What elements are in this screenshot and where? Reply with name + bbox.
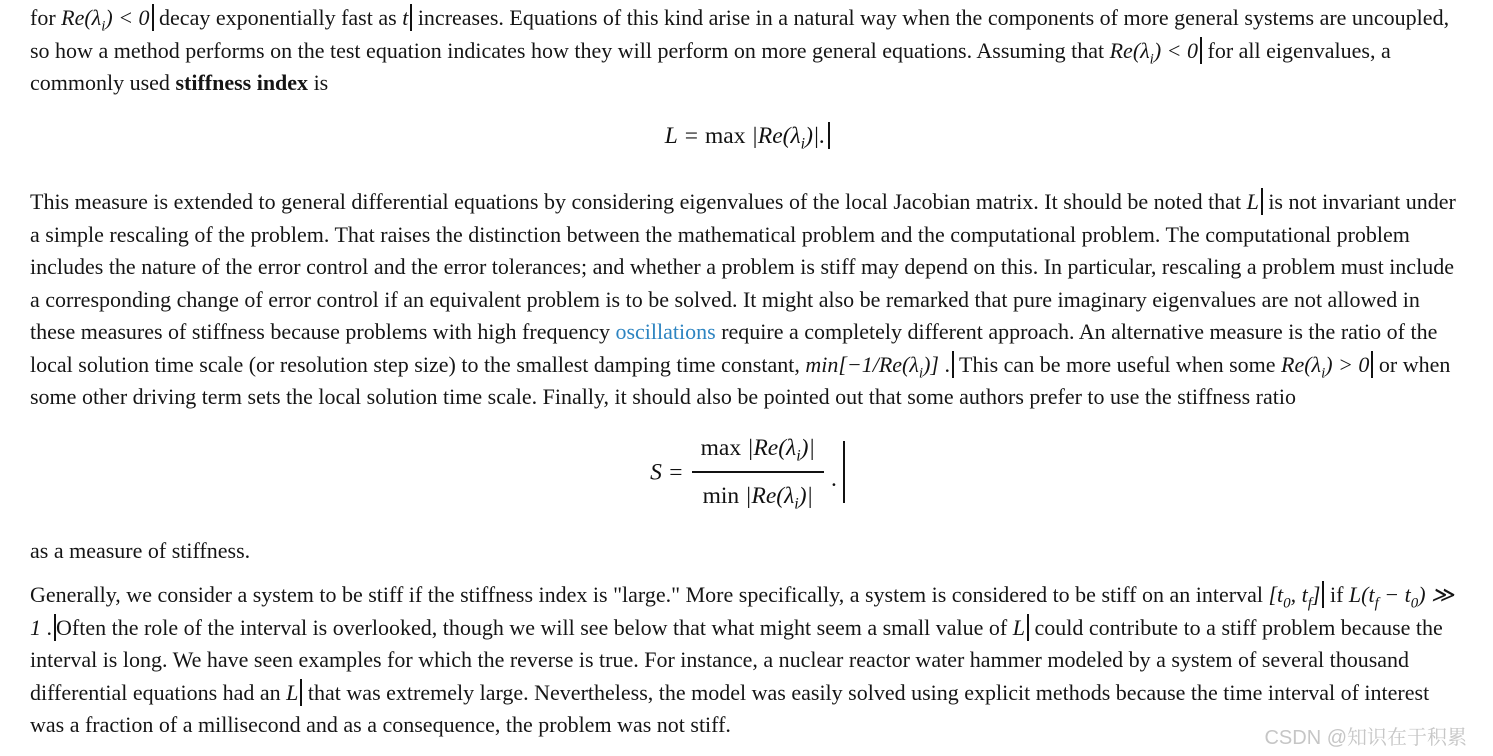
paragraph-as-a-measure bbox=[30, 535, 1465, 568]
text-run: This measure is extended to general differential equations by considering eigenvalues of the local Jacobian matrix. It should be noted that bbox=[30, 189, 1247, 214]
bold-term: stiffness index bbox=[175, 70, 309, 95]
link-oscillations[interactable]: oscillations bbox=[615, 319, 716, 344]
text-run: . bbox=[41, 614, 52, 640]
paragraph-generally-stiff bbox=[30, 579, 1465, 742]
equation-stiffness-ratio bbox=[30, 430, 1465, 515]
text-run: for all eigenvalues, a commonly used bbox=[30, 37, 1391, 95]
text-run: is bbox=[308, 70, 329, 95]
equation-trailing-period: . bbox=[830, 466, 837, 493]
text-run: Generally, we consider a system to be stiff if the stiffness index is "large." More specifically, a system is considered to be stiff on an interval bbox=[30, 582, 1269, 607]
cursor-bar bbox=[843, 441, 845, 503]
text-run: is not invariant under a simple rescaling of the problem. That raises the distinction between the mathematical problem and the computational problem. The computational problem includes the nature of the error control and the error tolerances; and whether a problem is stiff may depend on this. In particular, rescaling a problem must include a corresponding change of error control if an equivalent problem is to be solved. It might also be remarked that pure imaginary eigenvalues are not allowed in these measures of stiffness because problems with high frequency bbox=[30, 189, 1456, 344]
text-run: as a measure of stiffness. bbox=[30, 537, 251, 563]
paragraph-intro bbox=[30, 2, 1465, 100]
equation-stiffness-index bbox=[30, 120, 1465, 153]
inline-math: $Re(\lambda_i) < 0$ bbox=[61, 5, 150, 35]
text-run: require a completely different approach. An alternative measure is the ratio of the local solution time scale (or resolution step size) to the smallest damping time constant, bbox=[30, 319, 1438, 377]
text-run: decay exponentially fast as bbox=[153, 5, 403, 30]
fraction-numerator: $\max |Re(\lambda_i)|$ bbox=[692, 430, 824, 474]
cursor-bar bbox=[828, 122, 830, 149]
text-run: for bbox=[30, 5, 62, 30]
inline-math: $\min[-1/Re(\lambda_i)]$ bbox=[805, 351, 939, 381]
inline-math: $Re(\lambda_i) > 0$ bbox=[1281, 351, 1370, 381]
text-run: could contribute to a stiff problem because the interval is long. We have seen examples for which the reverse is true. For instance, a nuclear reactor water hammer modeled by a system of several thousand differential equations had an bbox=[30, 614, 1443, 705]
inline-math: t bbox=[402, 5, 409, 30]
csdn-watermark: CSDN @知识在于积累 bbox=[1264, 727, 1467, 749]
text-run: or when some other driving term sets the local solution time scale. Finally, it should also be pointed out that some authors prefer to use the stiffness ratio bbox=[30, 351, 1451, 409]
text-run: if bbox=[1324, 582, 1349, 607]
fraction-denominator: $\min |Re(\lambda_i)|$ bbox=[702, 483, 814, 513]
text-run: Often the role of the interval is overlooked, though we will see below that what might seem a small value of bbox=[56, 614, 1013, 640]
equation-stiffness-index-formula: $L = \max |Re(\lambda_i)|$. bbox=[664, 122, 826, 153]
text-run: increases. Equations of this kind arise in a natural way when the components of more general systems are uncoupled, so how a method performs on the test equation indicates how they will perform on more general equations. Assuming that bbox=[30, 5, 1450, 63]
text-run: This can be more useful when some bbox=[953, 351, 1282, 377]
inline-math: L bbox=[286, 679, 299, 705]
inline-math: L bbox=[1012, 614, 1025, 640]
inline-math: $L(t_f - t_0)$ ≫ 1 bbox=[30, 582, 1455, 640]
fraction bbox=[692, 430, 824, 515]
text-run: . bbox=[938, 351, 950, 377]
text-run: that was extremely large. Nevertheless, the model was easily solved using explicit methods because the time interval of interest was a fraction of a millisecond and as a consequence, the problem was not stiff. bbox=[30, 679, 1430, 737]
paragraph-measure-discussion bbox=[30, 186, 1465, 414]
inline-math: [$t_0$, $t_f$] bbox=[1268, 582, 1321, 612]
inline-math: L bbox=[1246, 189, 1259, 214]
inline-math: $Re(\lambda_i) < 0$ bbox=[1109, 37, 1198, 67]
equation-stiffness-ratio-lhs: S = bbox=[650, 458, 684, 485]
